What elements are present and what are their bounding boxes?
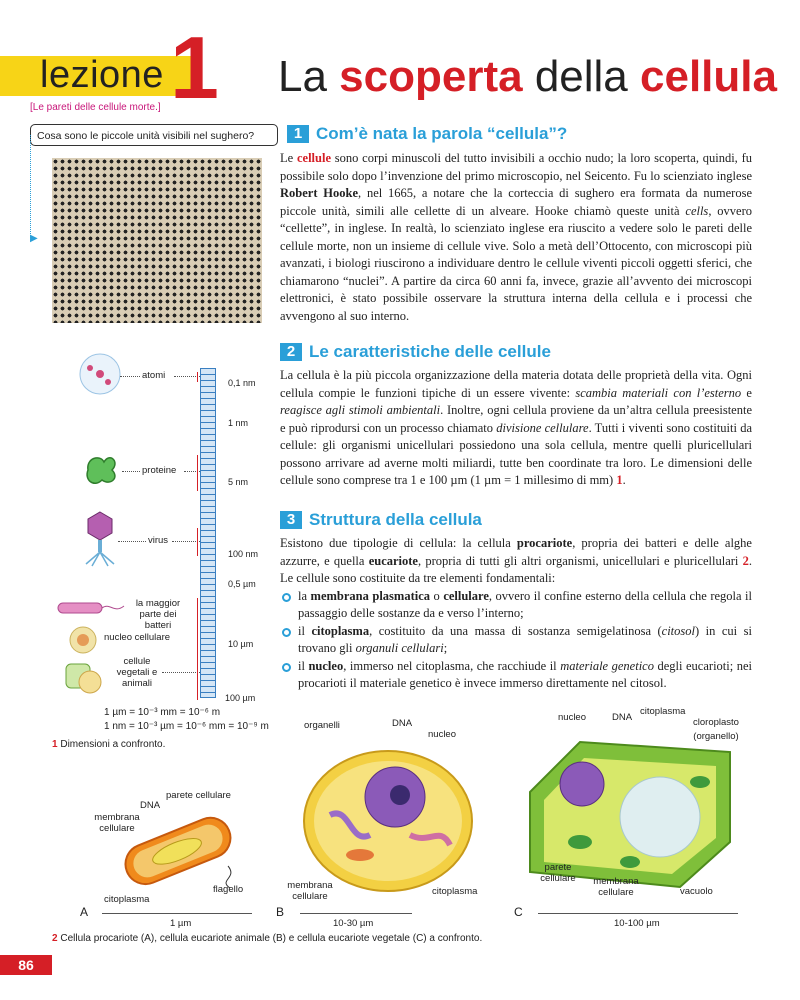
figure-caption: 1 Dimensioni a confronto. — [52, 739, 166, 750]
leader-line — [120, 376, 140, 377]
size-label: 1 µm — [170, 918, 192, 929]
section-title: Le caratteristiche delle cellule — [309, 342, 551, 361]
note-tag: [Le pareti delle cellule morte.] — [30, 102, 161, 113]
leader-line — [118, 541, 146, 542]
tick-label: 5 nm — [228, 477, 249, 487]
figure-label: flagello — [213, 884, 244, 895]
figure-label: citoplasma — [104, 894, 150, 905]
figure-label: nucleo — [428, 729, 456, 740]
figure-label: vacuolo — [680, 886, 713, 897]
section-number: 2 — [280, 343, 302, 361]
figure-letter: A — [80, 905, 89, 919]
scale-line — [102, 913, 252, 914]
list-item: il citoplasma, costituito da una massa di sostanza semigelatinosa (citosol) in cui si trovano gli organuli cellulari; — [280, 623, 752, 658]
virus-icon — [80, 508, 120, 568]
range-brace — [197, 528, 202, 556]
scale-item-label: proteine — [142, 465, 177, 476]
scale-item-label: cellule vegetali e animali — [116, 656, 158, 689]
structure-list — [280, 588, 752, 693]
protein-icon — [82, 450, 122, 488]
figure-letter: B — [276, 905, 285, 919]
tick-label: 0,5 µm — [228, 579, 256, 589]
leader-line — [162, 672, 200, 673]
scale-ruler — [200, 368, 216, 698]
cell-icon — [64, 660, 104, 696]
figure-label: parete cellulare — [540, 862, 576, 884]
nucleus-icon — [68, 625, 98, 655]
section-number: 1 — [287, 125, 309, 143]
question-connector — [30, 135, 32, 238]
arrow-right-icon: ▶ — [30, 233, 38, 244]
figure-label: cloroplasto (organello) — [693, 717, 739, 742]
size-label: 10-30 µm — [333, 918, 374, 929]
range-brace — [197, 372, 202, 382]
tick-label: 100 µm — [225, 693, 256, 703]
page-title: La scoperta della cellula — [278, 52, 777, 101]
tick-label: 1 nm — [228, 418, 249, 428]
section-title: Com’è nata la parola “cellula”? — [316, 124, 568, 143]
figure-label: membrana cellulare — [94, 812, 140, 834]
scale-item-label: nucleo cellulare — [104, 632, 171, 643]
page-number: 86 — [0, 955, 52, 975]
atom-icon — [78, 352, 122, 396]
figure-letter: C — [514, 905, 523, 919]
figure-label: DNA — [140, 800, 161, 811]
figure-label: DNA — [612, 712, 633, 723]
figure-label: citoplasma — [640, 706, 686, 717]
section-1-text: Le cellule sono corpi minuscoli del tutto invisibili a occhio nudo; la loro scoperta, quindi, fu possibile solo dopo l’invenzione del primo microscopio, nel Seicento. Fu lo scienziato inglese Robert Hooke, nel 1665, a notare che la corteccia di sughero era formata da numerose piccole unità, simili alle cellette di un alveare. Hooke chiamò queste unità cells, ovvero “cellette”, in inglese. In realtà, lo scienziato inglese era riuscito a vedere solo le pareti delle cellule morte, non un insieme di cellule vive. Solo a metà dell’Ottocento, con microscopi più avanzati, i biologi riuscirono a individuare dentro le cellule viventi piccoli oggetti sferici, che chiamarono “nuclei”. A partire da circa 60 anni fa, invece, grazie all’avvento dei microscopi elettronici, è stato possibile osservare la struttura interna della cellula e i processi che avvengono al suo interno. — [280, 151, 753, 323]
figure-label: membrana cellulare — [593, 876, 639, 898]
figure-label: nucleo — [558, 712, 586, 723]
list-item: la membrana plasmatica o cellulare, ovvero il confine esterno della cellula che regola il passaggio delle sostanze da e verso l’interno; — [280, 588, 752, 623]
scale-line — [538, 913, 738, 914]
lesson-word: lezione — [40, 54, 164, 96]
section-title: Struttura della cellula — [309, 510, 482, 529]
figure-label: DNA — [392, 718, 413, 729]
unit-equation: 1 nm = 10⁻³ µm = 10⁻⁶ mm = 10⁻⁹ m — [104, 721, 269, 732]
range-brace — [197, 620, 202, 700]
animal-cell-illustration — [300, 735, 480, 895]
section-3-text: Esistono due tipologie di cellula: la cellula procariote, propria dei batteri e delle alghe azzurre, e quella eucariote, propria di tutti gli altri organismi, unicellulari e pluricellulari 2. Le cellule sono costituite da tre elementi fondamentali: la membrana plasmatica o cellulare, ovvero il confine esterno della cellula che regola il passaggio delle sostanze da e verso l’interno; il citoplasma, costituito da una massa di sostanza semigelatinosa (citosol) in cui si trovano gli organuli cellulari; il nucleo, immerso nel citoplasma, che racchiude il materiale genetico degli eucarioti; nei procarioti il materiale genetico è invece immerso direttamente nel citosol. — [280, 535, 752, 693]
size-label: 10-100 µm — [614, 918, 660, 929]
figure-label: membrana cellulare — [287, 880, 333, 902]
tick-label: 100 nm — [228, 549, 259, 559]
figure-label: citoplasma — [432, 886, 478, 897]
lesson-number: 1 — [170, 18, 219, 117]
range-brace — [197, 455, 202, 491]
tick-label: 0,1 nm — [228, 378, 256, 388]
cork-micrograph — [52, 158, 262, 323]
question-box: Cosa sono le piccole unità visibili nel sughero? — [30, 124, 278, 146]
scale-line — [300, 913, 412, 914]
figure-caption: 2 Cellula procariote (A), cellula eucariote animale (B) e cellula eucariote vegetale (C) a confronto. — [52, 933, 483, 944]
tick-label: 10 µm — [228, 639, 254, 649]
section-2-text: La cellula è la più piccola organizzazione della materia dotata delle proprietà della vita. Ogni cellula compie le funzioni tipiche di un essere vivente: scambia materiali con l’esterno e reagisce agli stimoli ambientali. Inoltre, ogni cellula proviene da un’altra cellula preesistente e può riprodursi con un processo chiamato divisione cellulare. Tutti i viventi sono costituiti da cellule: gli organismi unicellulari possiedono una sola cellula, mentre quelli pluricellulari possono arrivare ad averne molti miliardi, tutte ben coordinate tra loro. Le dimensioni delle cellule sono comprese tra 1 e 100 µm (1 µm = 1 millesimo di mm) 1. — [280, 368, 752, 487]
figure-label: parete cellulare — [166, 790, 231, 801]
leader-line — [122, 471, 140, 472]
unit-equation: 1 µm = 10⁻³ mm = 10⁻⁶ m — [104, 707, 221, 718]
scale-item-label: la maggior parte dei batteri — [135, 598, 181, 631]
leader-line — [172, 541, 200, 542]
bacterium-icon — [56, 598, 126, 618]
scale-item-label: atomi — [142, 370, 166, 381]
section-number: 3 — [280, 511, 302, 529]
figure-label: organelli — [304, 720, 340, 731]
list-item: il nucleo, immerso nel citoplasma, che racchiude il materiale genetico degli eucarioti; nei procarioti il materiale genetico è invece immerso direttamente nel citosol. — [280, 658, 752, 693]
scale-item-label: virus — [148, 535, 169, 546]
